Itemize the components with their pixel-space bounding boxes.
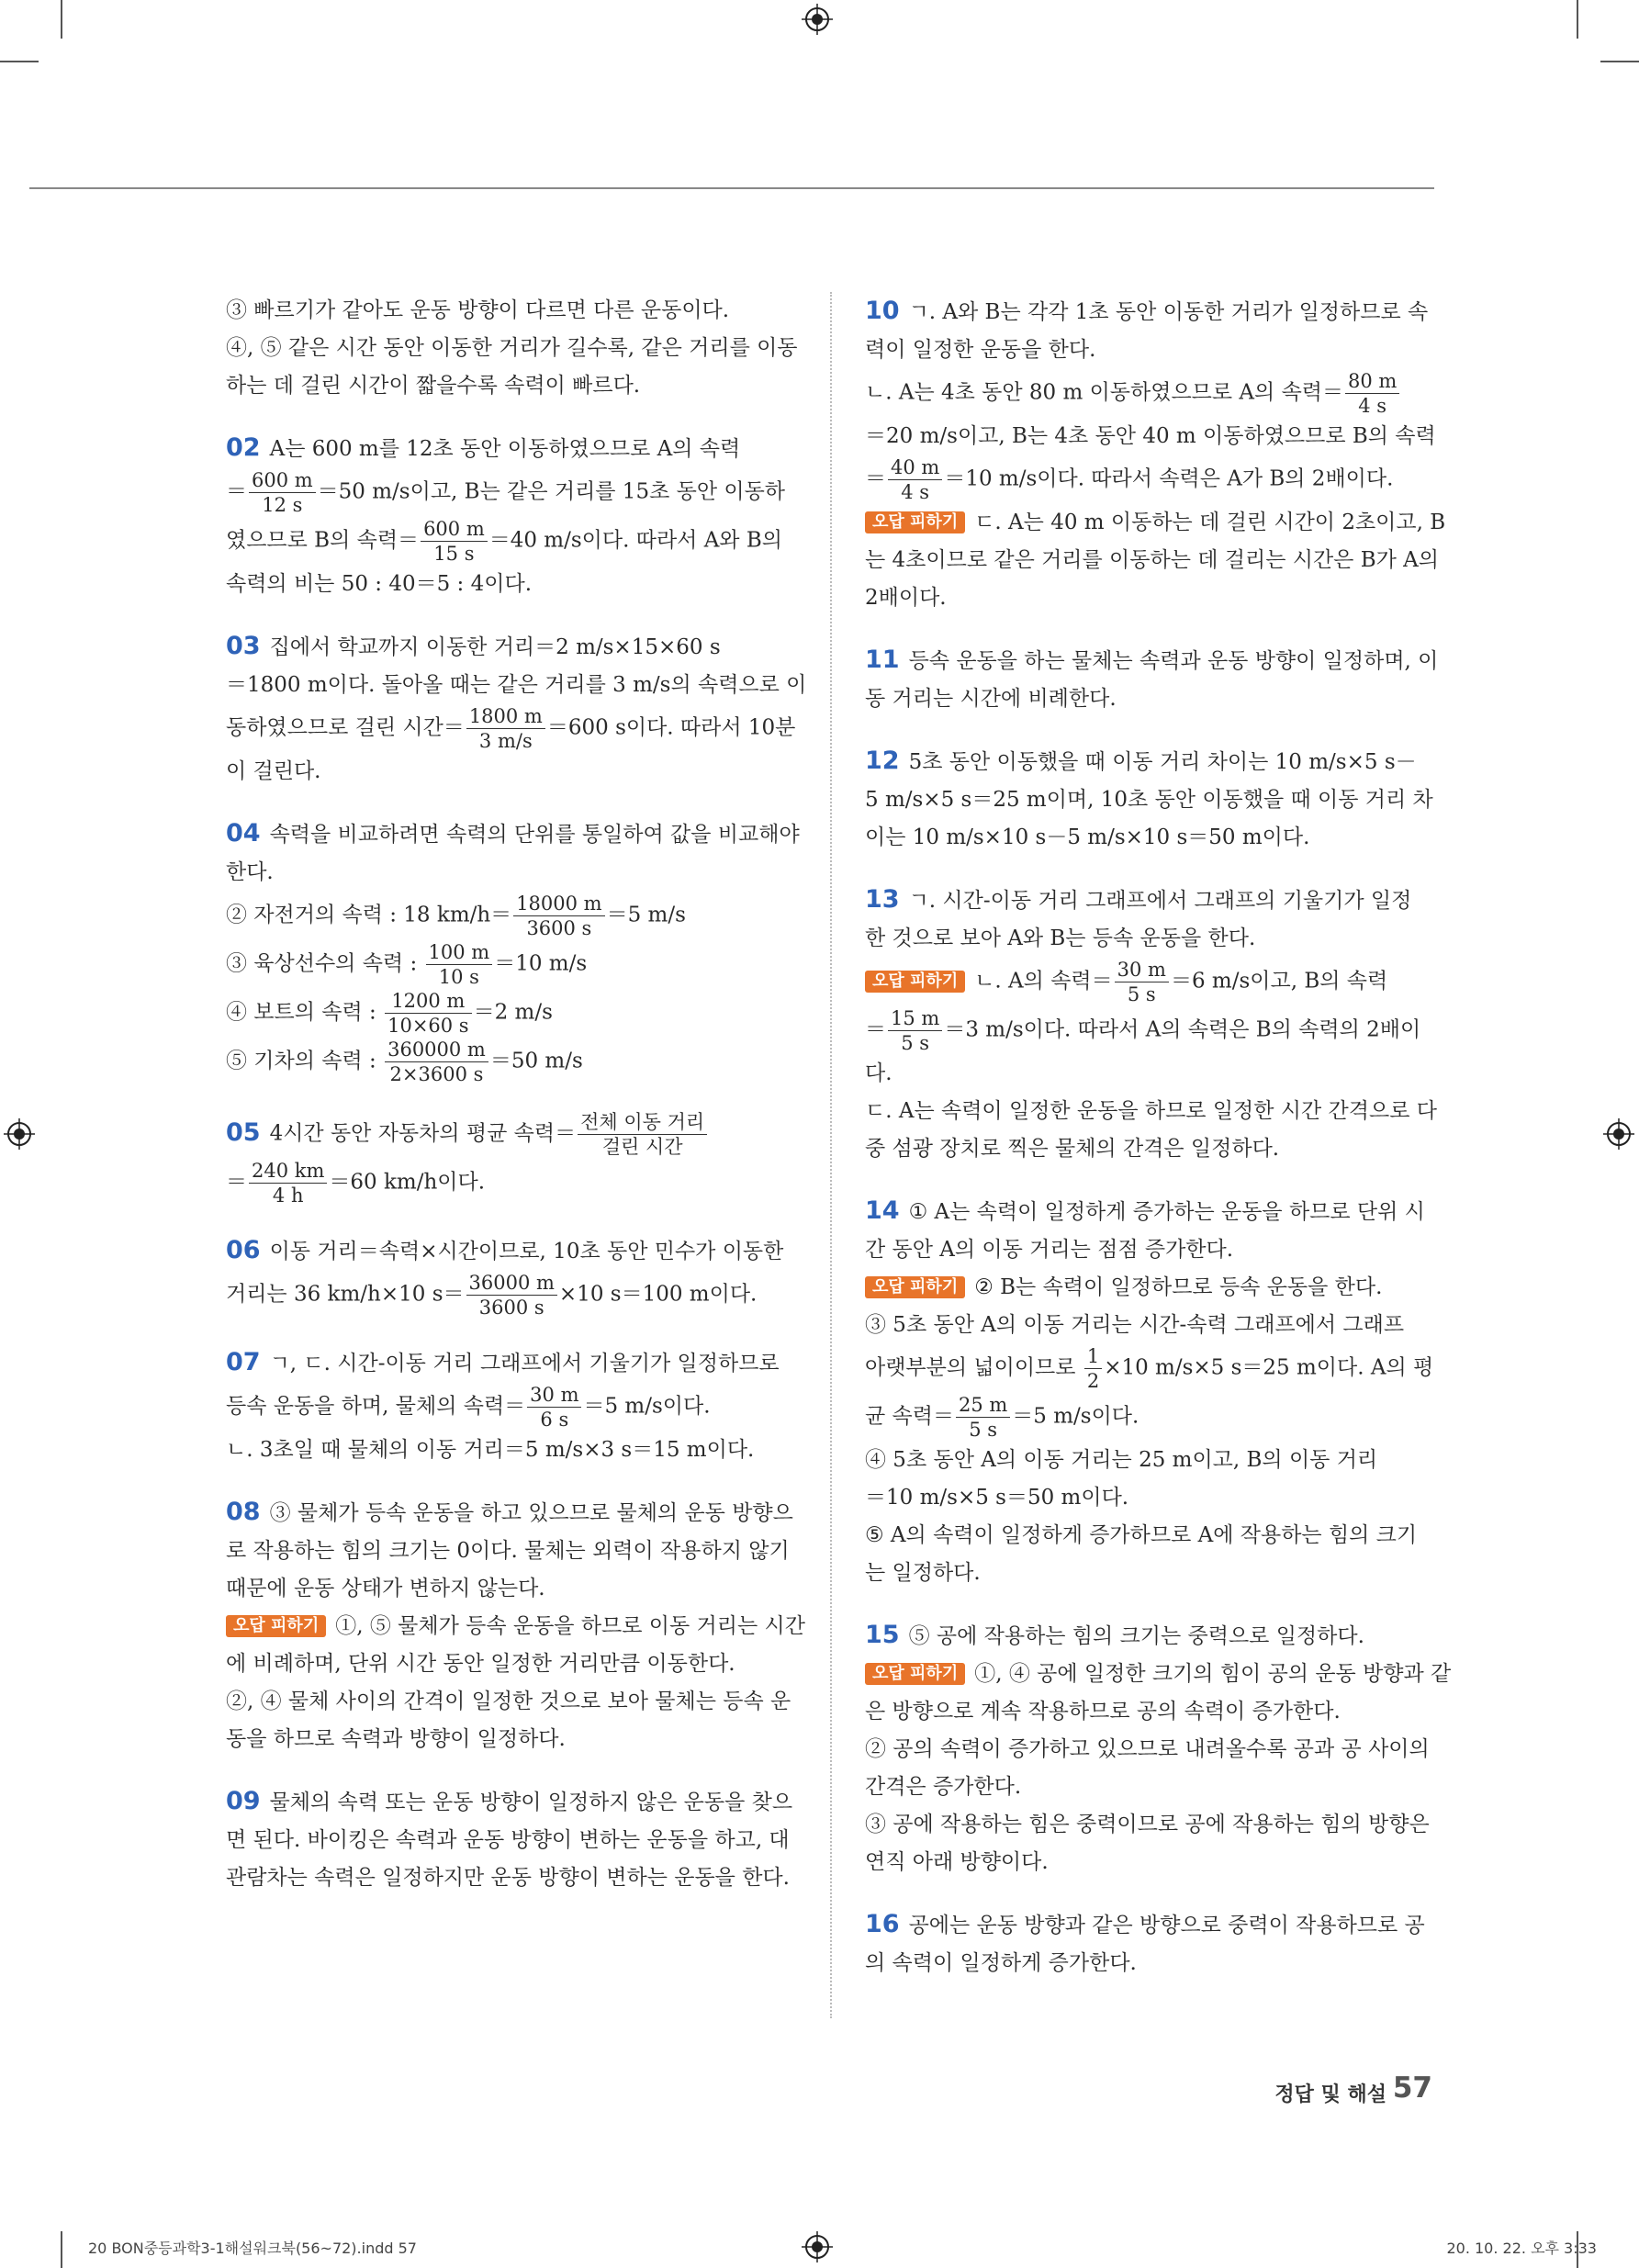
answer-line [865,958,1432,1006]
fraction-denominator: 4 h [272,1185,304,1207]
line-text: ㄷ. A는 40 m 이동하는 데 걸린 시간이 2초이고, B [974,511,1446,534]
answer-line [226,1570,795,1608]
question-number: 06 [226,1236,261,1264]
fraction-numerator: 100 m [426,940,493,965]
line-text: ① A는 속력이 일정하게 증가하는 운동을 하므로 단위 시 [908,1200,1425,1224]
footer-label: 정답 및 해설 [1274,2083,1386,2106]
line-text: 4시간 동안 자동차의 평균 속력＝ [269,1121,577,1146]
fraction-numerator: 1800 m [466,704,545,729]
line-text: 은 방향으로 계속 작용하므로 공의 속력이 증가한다. [865,1700,1341,1723]
line-text: 는 일정하다. [865,1561,981,1585]
fraction [249,468,316,517]
line-text: 아랫부분의 넓이이므로 [865,1355,1083,1380]
line-text: 면 된다. 바이킹은 속력과 운동 방향이 변하는 운동을 하고, 대 [226,1828,790,1852]
fraction [1345,369,1399,418]
crop-mark [1577,0,1578,39]
answer-line [865,1844,1432,1881]
crop-mark [61,2231,62,2268]
fraction [421,517,488,566]
answer-line [865,742,1432,781]
line-text: 로 작용하는 힘의 크기는 0이다. 물체는 외력이 작용하지 않기 [226,1539,790,1563]
answer-line [226,1782,795,1822]
line-text: 다. [865,1061,892,1085]
line-text: ②, ④ 물체 사이의 간격이 일정한 것으로 보아 물체는 등속 운 [226,1690,791,1713]
line-text-after: ＝10 m/s [494,951,588,976]
answer-line [226,429,795,468]
fraction-numerator: 36000 m [466,1271,557,1296]
registration-mark-icon [1603,1118,1634,1150]
answer-line [865,1393,1432,1442]
answer-line [865,781,1432,819]
answer-line [226,1645,795,1683]
answer-line [865,1269,1432,1307]
crop-mark [0,61,39,62]
fraction [385,1038,488,1086]
fraction [578,1110,707,1159]
answer-line [865,1517,1432,1555]
wrong-answer-badge: 오답 피하기 [865,1276,965,1298]
slug-timestamp: 20. 10. 22. 오후 3:33 [1446,2240,1597,2257]
line-text: ② 자전거의 속력 : 18 km/h＝ [226,903,512,927]
line-text-after: ＝60 km/h이다. [329,1170,486,1195]
answer-line [865,1945,1432,1982]
answer-line [226,1608,805,1645]
answer-line [865,504,1446,542]
answer-line [226,627,795,667]
line-text: 이는 10 m/s×10 s－5 m/s×10 s＝50 m이다. [865,825,1310,849]
answer-block [226,1231,795,1319]
fraction-denominator: 3 m/s [478,730,533,752]
answer-line [865,1479,1432,1517]
fraction [888,455,942,504]
answer-line [226,330,798,367]
question-number: 12 [865,747,900,775]
answer-block [226,1110,795,1207]
answer-line [865,920,1432,958]
line-text: 때문에 운동 상태가 변하지 않는다. [226,1577,545,1600]
line-text-after: ＝50 m/s이고, B는 같은 거리를 15초 동안 이동하 [317,479,786,504]
answer-line [226,517,795,566]
line-text: ＝ [865,466,886,491]
answer-line [865,1192,1432,1231]
line-text-after: ＝40 m/s이다. 따라서 A와 B의 [488,528,782,553]
fraction-numerator: 30 m [1115,958,1169,982]
fraction-numerator: 240 km [249,1159,327,1184]
fraction-denominator: 2×3600 s [389,1063,484,1085]
line-text: ㄴ. A의 속력＝ [974,969,1113,994]
line-text: ㄴ. A는 4초 동안 80 m 이동하였으므로 A의 속력＝ [865,380,1343,405]
line-text: 는 4초이므로 같은 거리를 이동하는 데 걸리는 시간은 B가 A의 [865,548,1439,572]
answer-block [226,292,798,405]
line-text: 물체의 속력 또는 운동 방향이 일정하지 않은 운동을 찾으 [269,1791,793,1814]
line-text: ＝10 m/s×5 s＝50 m이다. [865,1486,1129,1510]
line-text: 5초 동안 이동했을 때 이동 거리 차이는 10 m/s×5 s－ [908,750,1417,774]
answer-line [865,881,1432,920]
fraction-denominator: 10 s [438,966,479,988]
answer-line [226,1383,795,1432]
line-text: ①, ④ 공에 일정한 크기의 힘이 공의 운동 방향과 같 [974,1662,1452,1686]
wrong-answer-badge: 오답 피하기 [865,971,965,993]
answer-line [226,1721,795,1758]
line-text: 간격은 증가한다. [865,1775,1022,1799]
fraction-denominator: 4 s [901,481,930,503]
wrong-answer-badge: 오답 피하기 [865,511,965,533]
page-number: 57 [1392,2072,1432,2105]
answer-line [865,1055,1432,1093]
crop-mark [1600,61,1639,62]
answer-line [865,1616,1432,1656]
fraction-denominator: 3600 s [526,917,592,939]
fraction-denominator: 2 [1086,1370,1100,1392]
answer-block [865,292,1446,617]
line-text: 속력의 비는 50 : 40＝5 : 4이다. [226,572,533,596]
answer-line [865,1555,1432,1592]
fraction-numerator: 360000 m [385,1038,488,1062]
line-text: ㄱ. A와 B는 각각 1초 동안 이동한 거리가 일정하므로 속 [908,300,1429,324]
fraction-denominator: 10×60 s [387,1015,469,1037]
answer-block [865,742,1432,857]
answer-line [865,455,1432,504]
line-text: A는 600 m를 12초 동안 이동하였으므로 A의 속력 [269,437,741,461]
fraction [426,940,493,989]
question-number: 10 [865,297,900,325]
fraction-denominator: 5 s [1127,983,1156,1005]
line-text: ㄴ. 3초일 때 물체의 이동 거리＝5 m/s×3 s＝15 m이다. [226,1438,755,1462]
answer-line [865,1093,1437,1130]
line-text-after: ＝3 m/s이다. 따라서 A의 속력은 B의 속력의 2배이 [944,1017,1421,1042]
fraction-numerator: 15 m [888,1006,942,1031]
line-text-after: ＝10 m/s이다. 따라서 속력은 A가 B의 2배이다. [944,466,1394,491]
line-text: ③ 공에 작용하는 힘은 중력이므로 공에 작용하는 힘의 방향은 [865,1813,1430,1836]
line-text: ⑤ 공에 작용하는 힘의 크기는 중력으로 일정하다. [908,1624,1364,1648]
fraction [513,892,604,940]
answer-line [226,1271,795,1319]
line-text: 속력을 비교하려면 속력의 단위를 통일하여 값을 비교해야 [269,823,800,847]
answer-block [865,881,1437,1168]
line-text: ＝ [226,479,247,504]
answer-line [865,1806,1432,1844]
line-text: 2배이다. [865,586,947,610]
fraction-numerator: 1200 m [385,989,472,1014]
question-number: 09 [226,1787,261,1815]
answer-line [226,704,795,753]
answer-block [865,1905,1432,1982]
line-text: 균 속력＝ [865,1404,954,1429]
answer-line [865,292,1432,331]
line-text: ③ 5초 동안 A의 이동 거리는 시간-속력 그래프에서 그래프 [865,1313,1405,1337]
answer-line [226,814,800,854]
question-number: 03 [226,632,261,660]
answer-line [226,1110,795,1159]
answer-block [865,1616,1452,1881]
line-text: ①, ⑤ 물체가 등속 운동을 하므로 이동 거리는 시간 [335,1614,805,1638]
line-text: ＝20 m/s이고, B는 4초 동안 40 m 이동하였으므로 B의 속력 [865,424,1436,448]
line-text-after: ＝5 m/s이다. [583,1394,711,1419]
line-text: ㄱ, ㄷ. 시간-이동 거리 그래프에서 기울기가 일정하므로 [269,1352,780,1375]
answer-line [865,1768,1432,1806]
slug-filename: 20 BON중등과학3-1해설워크북(56~72).indd 57 [88,2240,417,2257]
header-rule [29,187,1434,189]
line-text-after: ＝6 m/s이고, B의 속력 [1170,969,1388,994]
line-text: ④ 보트의 속력 : [226,1000,384,1025]
column-divider [830,292,832,2018]
line-text: ② B는 속력이 일정하므로 등속 운동을 한다. [974,1275,1383,1299]
left-column [226,292,807,1921]
fraction-denominator: 5 s [969,1419,998,1441]
answer-line [865,680,1432,718]
answer-block [226,1343,795,1469]
line-text: ＝1800 m이다. 돌아올 때는 같은 거리를 3 m/s의 속력으로 이 [226,673,807,697]
line-text: 하는 데 걸린 시간이 짧을수록 속력이 빠르다. [226,374,641,398]
answer-line [865,1656,1452,1693]
question-number: 11 [865,646,900,674]
registration-mark-icon [802,2231,833,2262]
answer-line [226,1343,795,1383]
line-text: 등속 운동을 하는 물체는 속력과 운동 방향이 일정하며, 이 [908,649,1439,673]
line-text: 동을 하므로 속력과 방향이 일정하다. [226,1727,566,1751]
question-number: 05 [226,1117,261,1147]
fraction [1084,1344,1102,1393]
line-text: ③ 육상선수의 속력 : [226,951,424,976]
line-text: 등속 운동을 하며, 물체의 속력＝ [226,1394,526,1419]
answer-line [226,1432,795,1469]
registration-mark-icon [4,1118,35,1150]
registration-mark-icon [802,4,833,35]
answer-line [865,1130,1432,1168]
answer-line [226,367,795,405]
answer-line [865,641,1439,680]
crop-mark [61,0,62,39]
question-number: 07 [226,1348,261,1376]
question-number: 14 [865,1196,900,1225]
line-text: 관람차는 속력은 일정하지만 운동 방향이 변하는 운동을 한다. [226,1866,790,1890]
line-text-after: ＝2 m/s [473,1000,553,1025]
line-text: 거리는 36 km/h×10 s＝ [226,1282,465,1307]
line-text: ④, ⑤ 같은 시간 동안 이동한 거리가 길수록, 같은 거리를 이동 [226,336,798,360]
answer-line [865,819,1432,857]
answer-line [226,1159,795,1207]
line-text: 였으므로 B의 속력＝ [226,528,420,553]
answer-block [226,627,807,791]
answer-line [226,292,795,330]
fraction-numerator: 600 m [421,517,488,542]
answer-line [865,1231,1432,1269]
answer-line [226,892,795,940]
fraction-denominator: 6 s [540,1409,569,1431]
answer-line [865,542,1439,579]
answer-block [226,814,800,1086]
answer-line [226,1231,795,1271]
line-text: ③ 빠르기가 같아도 운동 방향이 다르면 다른 운동이다. [226,298,730,322]
fraction-numerator: 18000 m [513,892,604,916]
answer-line [865,1693,1432,1731]
line-text: ＝ [865,1017,886,1042]
line-text-after: ×10 s＝100 m이다. [558,1282,758,1307]
answer-line [226,1683,795,1721]
line-text: ＝ [226,1170,247,1195]
answer-line [865,1344,1432,1393]
fraction-denominator: 4 s [1358,395,1387,417]
line-text: 에 비례하며, 단위 시간 동안 일정한 거리만큼 이동한다. [226,1652,735,1676]
answer-line [226,753,795,791]
answer-block [226,1493,805,1758]
fraction-numerator: 40 m [888,455,942,480]
answer-block [865,1192,1432,1592]
answer-line [226,1533,795,1570]
answer-line [226,989,795,1038]
line-text: ⑤ A의 속력이 일정하게 증가하므로 A에 작용하는 힘의 크기 [865,1523,1418,1547]
answer-line [865,1307,1432,1344]
fraction-numerator: 1 [1084,1344,1102,1369]
fraction [466,704,545,753]
line-text: 집에서 학교까지 이동한 거리＝2 m/s×15×60 s [269,635,721,659]
question-number: 02 [226,433,261,462]
fraction [385,989,472,1038]
fraction [1115,958,1169,1006]
fraction-denominator: 3600 s [478,1297,544,1319]
line-text: 동 거리는 시간에 비례한다. [865,687,1117,711]
line-text: 력이 일정한 운동을 한다. [865,338,1096,362]
line-text-after: ＝5 m/s [606,903,686,927]
fraction-numerator: 30 m [527,1383,581,1408]
answer-line [226,468,795,517]
answer-line [226,566,795,603]
line-text: 5 m/s×5 s＝25 m이며, 10초 동안 이동했을 때 이동 거리 차 [865,788,1433,812]
line-text: 이 걸린다. [226,759,321,783]
question-number: 13 [865,885,900,914]
fraction-numerator: 25 m [956,1393,1010,1418]
fraction-denominator: 15 s [433,543,475,565]
question-number: 04 [226,819,261,848]
answer-line [865,418,1436,455]
line-text: 중 섬광 장치로 찍은 물체의 간격은 일정하다. [865,1137,1280,1161]
fraction [466,1271,557,1319]
fraction-numerator: 전체 이동 거리 [578,1110,707,1135]
answer-line [226,940,795,989]
answer-line [226,667,807,704]
fraction [527,1383,581,1432]
answer-block [226,429,795,603]
fraction-denominator: 5 s [901,1032,930,1054]
answer-line [865,1442,1432,1479]
answer-line [865,369,1432,418]
line-text: 한 것으로 보아 A와 B는 등속 운동을 한다. [865,926,1256,950]
answer-line [226,1038,795,1086]
line-text: 공에는 운동 방향과 같은 방향으로 중력이 작용하므로 공 [908,1914,1425,1937]
line-text: 이동 거리＝속력×시간이므로, 10초 동안 민수가 이동한 [269,1240,784,1263]
line-text: 간 동안 A의 이동 거리는 점점 증가한다. [865,1238,1234,1262]
answer-line [226,854,795,892]
line-text: ㄱ. 시간-이동 거리 그래프에서 그래프의 기울기가 일정 [908,889,1412,913]
question-number: 08 [226,1498,261,1526]
fraction [888,1006,942,1055]
answer-line [865,331,1432,369]
answer-line [865,579,1432,617]
question-number: 15 [865,1621,900,1649]
fraction [956,1393,1010,1442]
answer-block [865,641,1439,718]
answer-line [226,1859,795,1897]
question-number: 16 [865,1910,900,1938]
right-column [865,292,1452,2006]
line-text: 의 속력이 일정하게 증가한다. [865,1951,1137,1975]
answer-line [865,1006,1432,1055]
fraction-numerator: 80 m [1345,369,1399,394]
fraction-numerator: 600 m [249,468,316,493]
line-text: ④ 5초 동안 A의 이동 거리는 25 m이고, B의 이동 거리 [865,1448,1378,1472]
fraction [249,1159,327,1207]
answer-line [226,1493,795,1533]
line-text-after: ×10 m/s×5 s＝25 m이다. A의 평 [1104,1355,1434,1380]
line-text: 한다. [226,860,274,884]
wrong-answer-badge: 오답 피하기 [865,1663,965,1685]
wrong-answer-badge: 오답 피하기 [226,1615,326,1637]
line-text: ⑤ 기차의 속력 : [226,1049,384,1073]
line-text: ③ 물체가 등속 운동을 하고 있으므로 물체의 운동 방향으 [269,1501,793,1525]
answer-line [865,1905,1432,1945]
fraction-denominator: 12 s [262,494,303,516]
line-text: ㄷ. A는 속력이 일정한 운동을 하므로 일정한 시간 간격으로 다 [865,1099,1437,1123]
line-text: 연직 아래 방향이다. [865,1850,1049,1874]
line-text-after: ＝50 m/s [489,1049,583,1073]
answer-line [226,1822,795,1859]
fraction-denominator: 걸린 시간 [601,1136,683,1158]
answer-block [226,1782,795,1897]
line-text-after: ＝600 s이다. 따라서 10분 [546,715,796,740]
line-text-after: ＝5 m/s이다. [1012,1404,1139,1429]
line-text: 동하였으므로 걸린 시간＝ [226,715,465,740]
answer-line [865,1731,1432,1768]
line-text: ② 공의 속력이 증가하고 있으므로 내려올수록 공과 공 사이의 [865,1737,1430,1761]
